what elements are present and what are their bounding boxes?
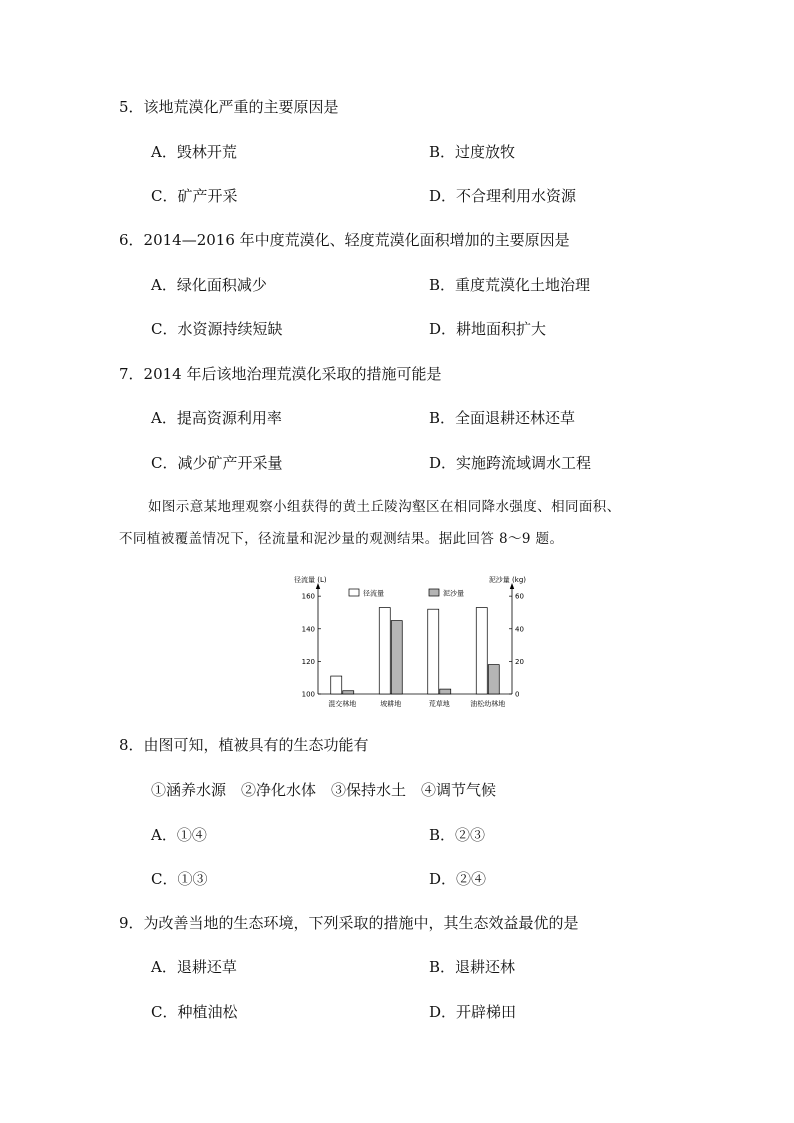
bar-sediment-3 — [488, 665, 499, 694]
right-tick-label-1: 20 — [515, 657, 524, 666]
category-label-2: 荒草地 — [428, 700, 450, 708]
right-tick-label-0: 0 — [515, 690, 520, 699]
left-tick-label-3: 160 — [301, 592, 315, 601]
runoff-sediment-bar-chart — [290, 574, 526, 712]
q8-statement-list: ①涵养水源 ②净化水体 ③保持水土 ④调节气候 — [151, 781, 497, 799]
question-8-stem: 8．由图可知，植被具有的生态功能有 — [119, 736, 369, 754]
bar-sediment-2 — [440, 689, 451, 694]
q6-option-a: A．绿化面积减少 — [151, 276, 267, 294]
q7-option-b: B．全面退耕还林还草 — [429, 409, 576, 427]
bar-sediment-0 — [343, 691, 354, 694]
q9-option-c: C．种植油松 — [151, 1003, 238, 1021]
intro-line-1: 如图示意某地理观察小组获得的黄土丘陵沟壑区在相同降水强度、相同面积、 — [148, 499, 621, 515]
left-tick-label-0: 100 — [301, 690, 315, 699]
q8-option-a: A．①④ — [151, 826, 207, 844]
legend-label-runoff: 径流量 — [363, 589, 384, 598]
q9-option-a: A．退耕还草 — [151, 958, 237, 976]
legend-swatch-sediment — [429, 589, 439, 596]
q8-option-c: C．①③ — [151, 870, 208, 888]
left-axis-label: 径流量 (L) — [294, 576, 327, 584]
category-label-1: 坡耕地 — [380, 700, 402, 708]
bar-runoff-0 — [331, 676, 342, 694]
q7-option-a: A．提高资源利用率 — [151, 409, 282, 427]
question-5-stem: 5．该地荒漠化严重的主要原因是 — [119, 98, 339, 116]
q7-option-c: C．减少矿产开采量 — [151, 454, 283, 472]
q8-option-d: D．②④ — [429, 870, 487, 888]
q8-option-b: B．②③ — [429, 826, 486, 844]
q6-option-d: D．耕地面积扩大 — [429, 320, 547, 338]
q5-option-b: B．过度放牧 — [429, 143, 516, 161]
bar-sediment-1 — [391, 621, 402, 694]
question-6-stem: 6．2014—2016 年中度荒漠化、轻度荒漠化面积增加的主要原因是 — [119, 231, 570, 249]
bar-runoff-1 — [379, 608, 390, 694]
q9-option-b: B．退耕还林 — [429, 958, 516, 976]
right-axis-label: 泥沙量 (kg) — [488, 576, 526, 584]
q7-option-d: D．实施跨流域调水工程 — [429, 454, 592, 472]
q5-option-d: D．不合理利用水资源 — [429, 187, 577, 205]
left-tick-label-2: 140 — [301, 625, 315, 634]
bar-runoff-2 — [428, 609, 439, 694]
legend-label-sediment: 泥沙量 — [443, 589, 464, 598]
right-tick-label-2: 40 — [515, 625, 524, 634]
q5-option-c: C．矿产开采 — [151, 187, 238, 205]
intro-line-2: 不同植被覆盖情况下，径流量和泥沙量的观测结果。据此回答 8～9 题。 — [119, 531, 564, 547]
q9-option-d: D．开辟梯田 — [429, 1003, 517, 1021]
q6-option-b: B．重度荒漠化土地治理 — [429, 276, 591, 294]
q6-option-c: C．水资源持续短缺 — [151, 320, 283, 338]
category-label-0: 混交林地 — [328, 700, 357, 708]
question-9-stem: 9．为改善当地的生态环境，下列采取的措施中，其生态效益最优的是 — [119, 914, 579, 932]
question-7-stem: 7．2014 年后该地治理荒漠化采取的措施可能是 — [119, 365, 442, 383]
category-label-3: 油松幼林地 — [470, 700, 506, 708]
left-tick-label-1: 120 — [301, 657, 315, 666]
right-tick-label-3: 60 — [515, 592, 524, 601]
legend-swatch-runoff — [349, 589, 359, 596]
q5-option-a: A．毁林开荒 — [151, 143, 237, 161]
bar-runoff-3 — [476, 608, 487, 694]
